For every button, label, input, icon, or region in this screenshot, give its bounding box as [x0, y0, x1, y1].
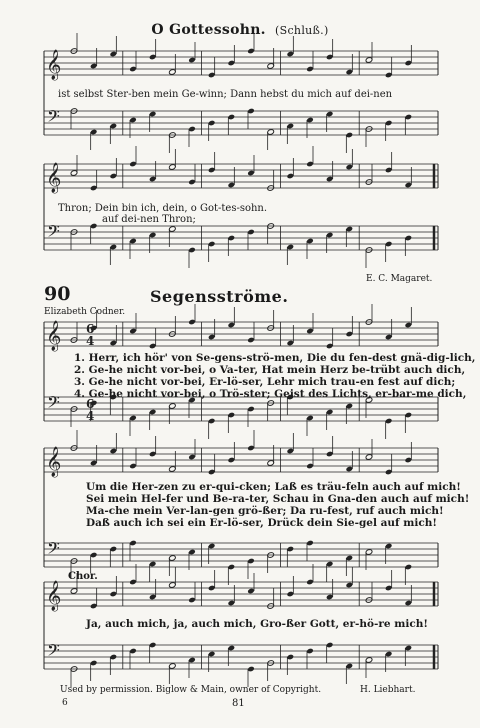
- note-head: [169, 466, 177, 473]
- note-head: [169, 164, 177, 171]
- note-head: [169, 226, 177, 233]
- verse-line: Daß auch ich sei ein Er-lö-ser, Drück dein Sie-gel auf mich!: [86, 517, 437, 529]
- signature-mark: 6: [62, 698, 68, 708]
- note-head: [70, 170, 78, 177]
- hymn-author: Elizabeth Codner.: [44, 307, 126, 317]
- time-signature-top: 6: [86, 322, 95, 336]
- note-head: [169, 663, 177, 670]
- chorus-label: Chor.: [68, 571, 98, 582]
- chorus-lyrics: Ja, auch mich, ja, auch mich, Gro-ßer Gott, er-hö-re mich!: [86, 618, 428, 630]
- hymn-title: Segensströme.: [150, 287, 289, 306]
- verse-line: Sei mein Hel-fer und Be-ra-ter, Schau in Gna-den auch auf mich!: [86, 493, 470, 505]
- note-head: [169, 69, 177, 76]
- time-signature-bottom: 4: [86, 409, 95, 423]
- time-signature-top: 6: [86, 397, 95, 411]
- previous-hymn-subtitle: (Schluß.): [275, 24, 329, 37]
- note-head: [365, 454, 373, 461]
- verse-line: 3. Ge-he nicht vor-bei, Er-lö-ser, Lehr mich trau-en fest auf dich;: [74, 376, 456, 388]
- verse-line: 2. Ge-he nicht vor-bei, o Va-ter, Hat mein Herz be-trübt auch dich,: [74, 364, 466, 376]
- note-head: [365, 549, 373, 556]
- lyrics-line: auf dei-nen Thron;: [102, 214, 196, 225]
- treble-clef-icon: 𝄞: [46, 163, 62, 193]
- note-head: [169, 403, 177, 410]
- hymn-composer: H. Liebhart.: [360, 685, 416, 695]
- lyrics-line: Thron; Dein bin ich, dein, o Got-tes-sohn.: [58, 203, 268, 214]
- previous-hymn-composer: E. C. Magaret.: [366, 274, 433, 284]
- bass-clef-icon: 𝄢: [47, 221, 60, 245]
- page-number: 81: [232, 698, 245, 709]
- time-signature-bottom: 4: [86, 334, 95, 348]
- lyrics-line: ist selbst Ster-ben mein Ge-winn; Dann hebst du mich auf dei-nen: [58, 89, 393, 100]
- verse-line: 4. Ge-he nicht vor-bei, o Trö-ster; Geist des Lichts, er-bar-me dich,: [74, 388, 467, 400]
- copyright-notice: Used by permission. Biglow & Main, owner of Copyright.: [60, 685, 322, 695]
- bass-clef-icon: 𝄢: [47, 106, 60, 130]
- note-head: [169, 555, 177, 562]
- verse-line: Ma-che mein Ver-lan-gen grö-ßer; Da ru-fest, ruf auch mich!: [86, 505, 444, 517]
- verse-line: Um die Her-zen zu er-qui-cken; Laß es träu-feln auch auf mich!: [86, 481, 461, 493]
- treble-clef-icon: 𝄞: [46, 581, 62, 611]
- bass-clef-icon: 𝄢: [47, 640, 60, 664]
- treble-clef-icon: 𝄞: [46, 321, 62, 351]
- treble-clef-icon: 𝄞: [46, 50, 62, 80]
- note-head: [267, 460, 275, 467]
- treble-clef-icon: 𝄞: [46, 447, 62, 477]
- note-head: [267, 63, 275, 70]
- verse-line: 1. Herr, ich hör' von Se-gens-strö-men, Die du fen-dest gnä-dig-lich,: [74, 352, 476, 364]
- note-head: [365, 657, 373, 664]
- bass-clef-icon: 𝄢: [47, 538, 60, 562]
- bass-clef-icon: 𝄢: [47, 392, 60, 416]
- note-head: [169, 582, 177, 589]
- note-head: [70, 588, 78, 595]
- note-head: [365, 57, 373, 64]
- hymn-number: 90: [44, 283, 71, 305]
- note-head: [267, 129, 275, 136]
- previous-hymn-title-text: O Gottessohn.: [151, 22, 266, 38]
